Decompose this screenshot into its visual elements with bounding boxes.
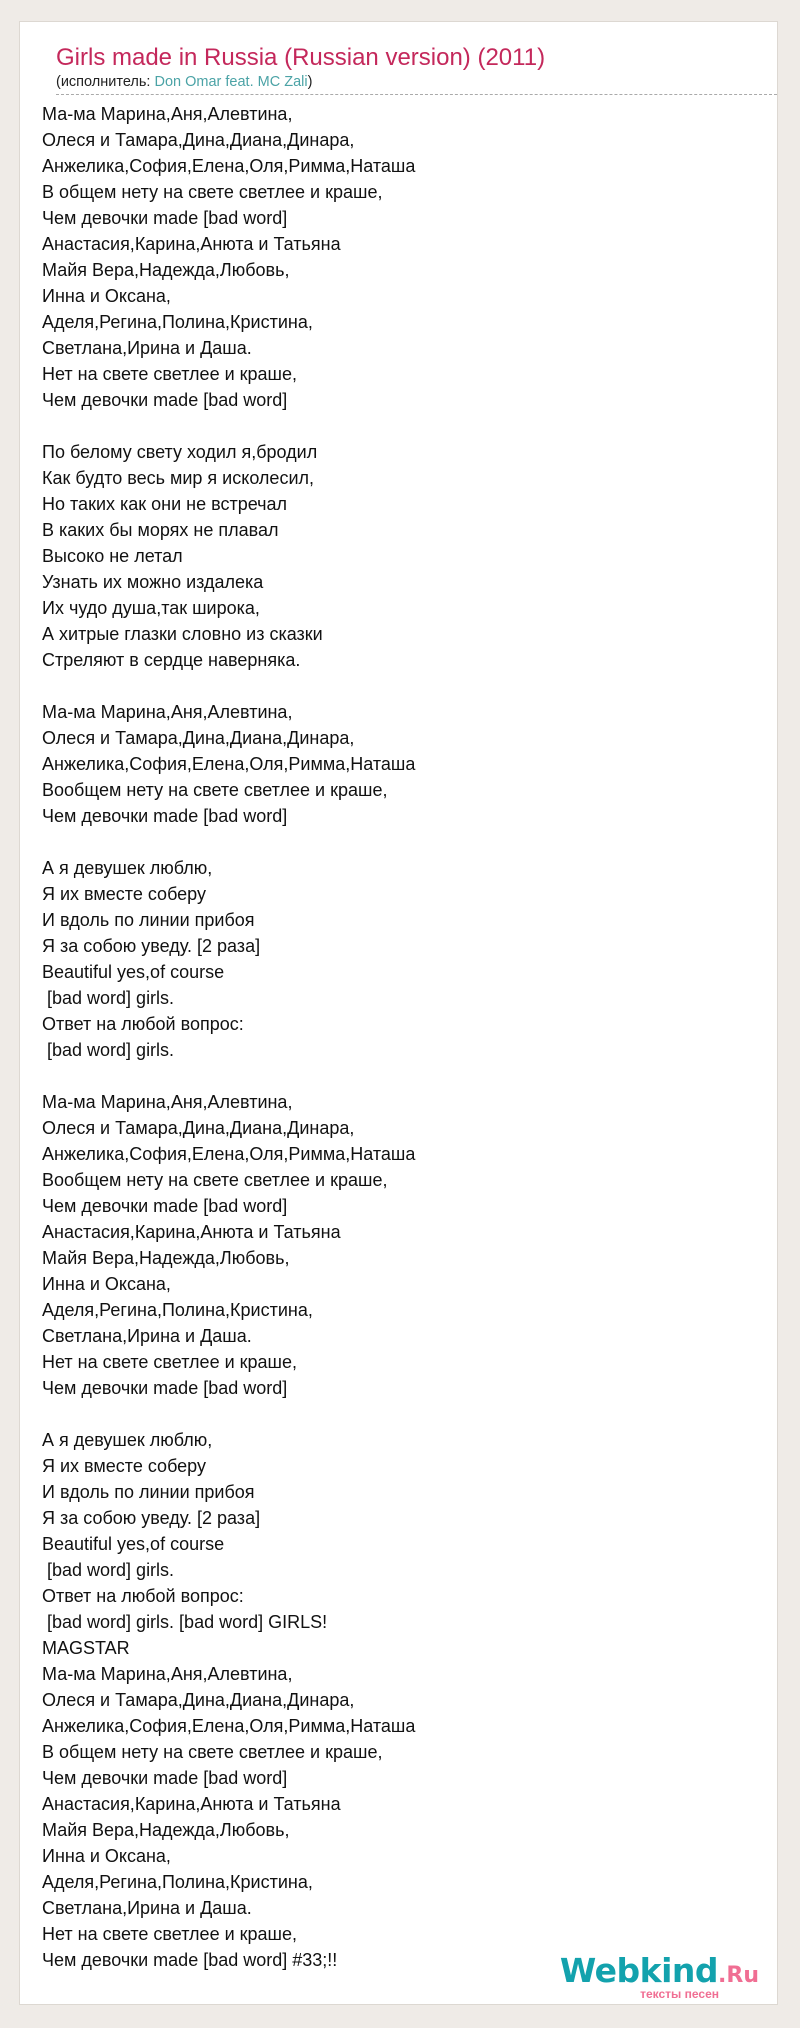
lyric-line: И вдоль по линии прибоя: [42, 910, 255, 930]
lyric-line: А я девушек люблю,: [42, 858, 213, 878]
lyric-line: Майя Вера,Надежда,Любовь,: [42, 1820, 290, 1840]
lyric-line: Beautiful yes,of course: [42, 1534, 225, 1554]
lyric-line: Анастасия,Карина,Анюта и Татьяна: [42, 1222, 341, 1242]
lyric-line: Инна и Оксана,: [42, 1846, 171, 1866]
lyric-line: Аделя,Регина,Полина,Кристина,: [42, 312, 313, 332]
lyric-line: Нет на свете светлее и краше,: [42, 1924, 297, 1944]
lyric-line: [bad word] girls.: [42, 1560, 175, 1580]
site-logo[interactable]: [559, 1951, 759, 2001]
lyric-line: Нет на свете светлее и краше,: [42, 364, 297, 384]
lyric-line: Я их вместе соберу: [42, 884, 206, 904]
lyric-line: Beautiful yes,of course: [42, 962, 225, 982]
lyric-line: Анжелика,София,Елена,Оля,Римма,Наташа: [42, 754, 416, 774]
lyric-line: [42, 829, 415, 855]
logo-name: Webkind: [559, 1951, 719, 1990]
lyrics-card: [19, 21, 778, 2005]
lyric-line: Ма-ма Марина,Аня,Алевтина,: [42, 1664, 293, 1684]
lyric-line: Светлана,Ирина и Даша.: [42, 1326, 252, 1346]
logo-tld: .Ru: [718, 1963, 759, 1988]
lyric-line: Чем девочки made [bad word]: [42, 1196, 288, 1216]
lyric-line: [42, 1063, 415, 1089]
lyric-line: Ма-ма Марина,Аня,Алевтина,: [42, 1092, 293, 1112]
lyric-line: Чем девочки made [bad word]: [42, 806, 288, 826]
logo-tagline: тексты песен: [640, 1987, 719, 2001]
lyric-line: Анастасия,Карина,Анюта и Татьяна: [42, 234, 341, 254]
lyric-line: [bad word] girls. [bad word] GIRLS!: [42, 1612, 328, 1632]
lyric-line: Олеся и Тамара,Дина,Диана,Динара,: [42, 728, 355, 748]
lyric-line: Инна и Оксана,: [42, 1274, 171, 1294]
lyric-line: [42, 673, 415, 699]
song-title: Girls made in Russia (Russian version) (2011): [56, 44, 546, 71]
lyric-line: Ответ на любой вопрос:: [42, 1586, 244, 1606]
lyric-line: Анжелика,София,Елена,Оля,Римма,Наташа: [42, 1144, 416, 1164]
lyric-line: Узнать их можно издалека: [42, 572, 264, 592]
artist-link[interactable]: Don Omar feat. MC Zali: [154, 74, 308, 90]
lyric-line: Я их вместе соберу: [42, 1456, 206, 1476]
lyric-line: Майя Вера,Надежда,Любовь,: [42, 1248, 290, 1268]
lyric-line: Олеся и Тамара,Дина,Диана,Динара,: [42, 1118, 355, 1138]
lyric-line: Нет на свете светлее и краше,: [42, 1352, 297, 1372]
lyric-line: [42, 413, 415, 439]
lyric-line: Чем девочки made [bad word] #33;!!: [42, 1950, 338, 1970]
lyric-line: И вдоль по линии прибоя: [42, 1482, 255, 1502]
lyric-line: Олеся и Тамара,Дина,Диана,Динара,: [42, 130, 355, 150]
lyric-line: Светлана,Ирина и Даша.: [42, 1898, 252, 1918]
artist-line: [56, 74, 312, 90]
lyric-line: Аделя,Регина,Полина,Кристина,: [42, 1872, 313, 1892]
lyric-line: А я девушек люблю,: [42, 1430, 213, 1450]
lyric-line: Ма-ма Марина,Аня,Алевтина,: [42, 104, 293, 124]
lyric-line: [42, 1401, 415, 1427]
lyric-line: Стреляют в сердце наверняка.: [42, 650, 301, 670]
lyric-line: Но таких как они не встречал: [42, 494, 288, 514]
lyric-line: Чем девочки made [bad word]: [42, 390, 288, 410]
lyric-line: Ответ на любой вопрос:: [42, 1014, 244, 1034]
lyric-line: [bad word] girls.: [42, 988, 175, 1008]
lyric-line: MAGSTAR: [42, 1638, 130, 1658]
lyric-line: Вообщем нету на свете светлее и краше,: [42, 1170, 388, 1190]
lyric-line: Ма-ма Марина,Аня,Алевтина,: [42, 702, 293, 722]
lyric-line: Вообщем нету на свете светлее и краше,: [42, 780, 388, 800]
lyric-line: Чем девочки made [bad word]: [42, 1768, 288, 1788]
divider: [56, 94, 777, 95]
lyric-line: Я за собою уведу. [2 раза]: [42, 936, 261, 956]
lyric-line: Высоко не летал: [42, 546, 183, 566]
artist-prefix: (исполнитель:: [56, 74, 155, 90]
lyric-line: Аделя,Регина,Полина,Кристина,: [42, 1300, 313, 1320]
lyric-line: Анжелика,София,Елена,Оля,Римма,Наташа: [42, 1716, 416, 1736]
lyric-line: Я за собою уведу. [2 раза]: [42, 1508, 261, 1528]
lyrics-text: [42, 101, 415, 1973]
lyric-line: Чем девочки made [bad word]: [42, 208, 288, 228]
lyric-line: [bad word] girls.: [42, 1040, 175, 1060]
lyric-line: Чем девочки made [bad word]: [42, 1378, 288, 1398]
lyric-line: Анастасия,Карина,Анюта и Татьяна: [42, 1794, 341, 1814]
lyric-line: Как будто весь мир я исколесил,: [42, 468, 315, 488]
lyric-line: Майя Вера,Надежда,Любовь,: [42, 260, 290, 280]
lyric-line: По белому свету ходил я,бродил: [42, 442, 318, 462]
lyric-line: Олеся и Тамара,Дина,Диана,Динара,: [42, 1690, 355, 1710]
lyric-line: Их чудо душа,так широка,: [42, 598, 260, 618]
lyric-line: Светлана,Ирина и Даша.: [42, 338, 252, 358]
lyric-line: Инна и Оксана,: [42, 286, 171, 306]
lyric-line: В общем нету на свете светлее и краше,: [42, 1742, 383, 1762]
lyric-line: В общем нету на свете светлее и краше,: [42, 182, 383, 202]
artist-suffix: ): [307, 74, 313, 90]
lyric-line: В каких бы морях не плавал: [42, 520, 279, 540]
lyric-line: А хитрые глазки словно из сказки: [42, 624, 323, 644]
lyric-line: Анжелика,София,Елена,Оля,Римма,Наташа: [42, 156, 416, 176]
